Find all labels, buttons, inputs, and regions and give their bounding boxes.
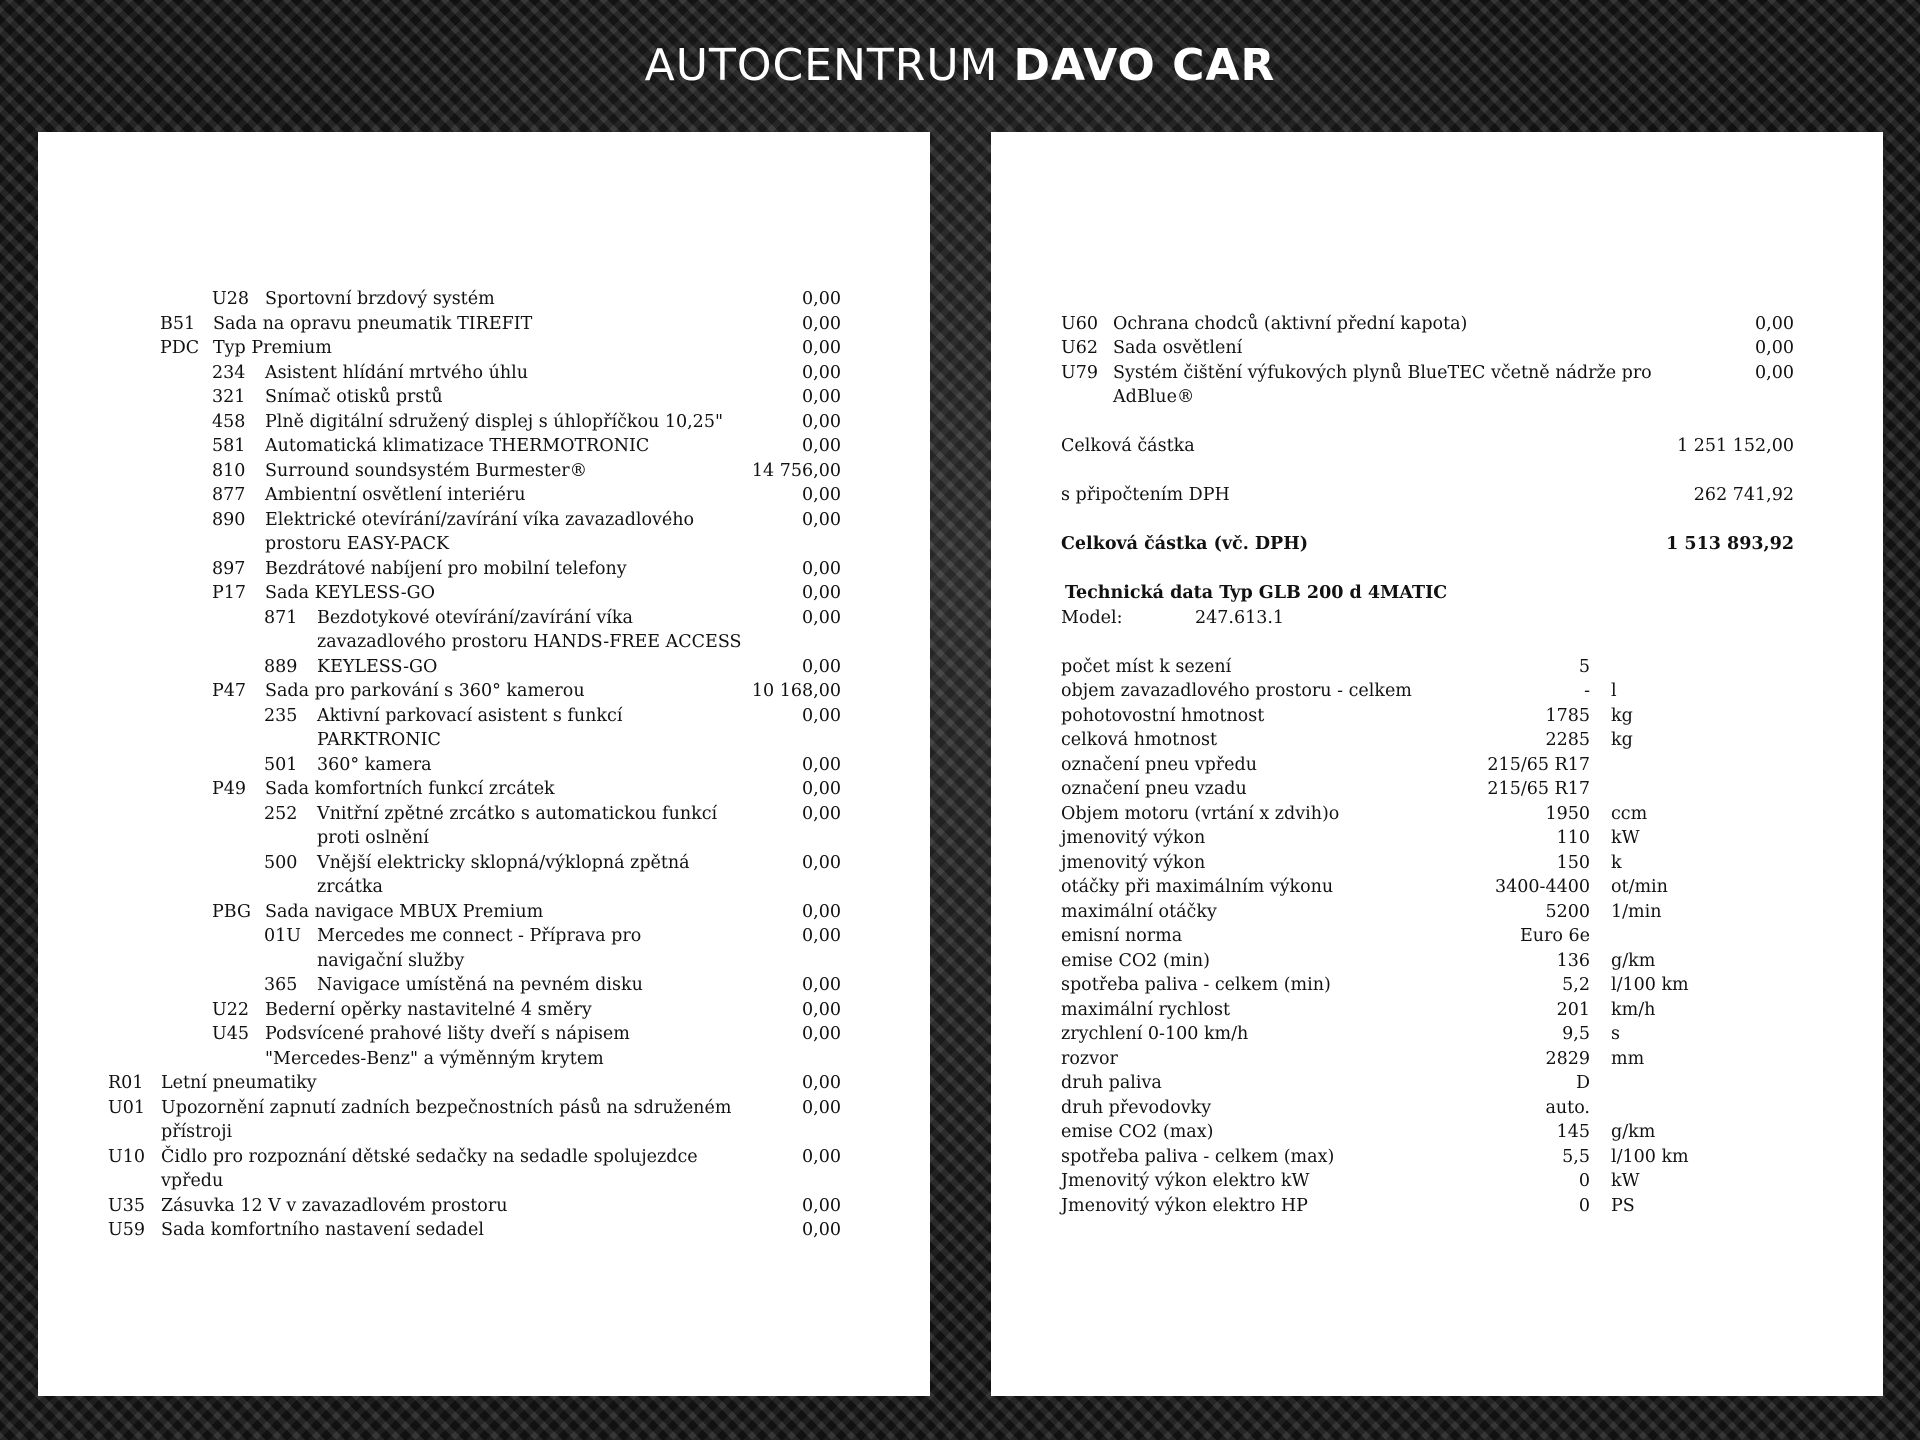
spec-label: emisní norma: [1061, 926, 1183, 946]
option-code: U45: [212, 1024, 250, 1044]
spec-label: maximální otáčky: [1061, 902, 1217, 922]
option-description: Elektrické otevírání/zavírání víka zavazadlového: [265, 510, 695, 530]
spec-value: D: [1575, 1073, 1590, 1093]
spec-row: [991, 949, 1883, 973]
option-price: 0,00: [802, 510, 841, 530]
option-code: 234: [212, 363, 246, 383]
option-description: KEYLESS-GO: [317, 657, 438, 677]
spec-label: maximální rychlost: [1061, 1000, 1231, 1020]
option-description: vpředu: [161, 1171, 224, 1191]
option-row: [38, 1194, 930, 1218]
option-price: 0,00: [802, 853, 841, 873]
option-price: 0,00: [802, 926, 841, 946]
spec-row: [991, 1120, 1883, 1144]
option-price: 0,00: [802, 1147, 841, 1167]
spec-unit: l/100 km: [1611, 1147, 1689, 1167]
spec-label: otáčky při maximálním výkonu: [1061, 877, 1334, 897]
option-row: [38, 336, 930, 360]
option-description: zavazadlového prostoru HANDS-FREE ACCESS: [317, 632, 742, 652]
option-row: [38, 998, 930, 1022]
option-description: Vnější elektricky sklopná/výklopná zpětná: [317, 853, 690, 873]
option-code: 235: [264, 706, 298, 726]
option-code: 01U: [264, 926, 302, 946]
spec-value: 1950: [1545, 804, 1590, 824]
spec-label: celková hmotnost: [1061, 730, 1218, 750]
option-row: [38, 1047, 930, 1071]
option-description: Ochrana chodců (aktivní přední kapota): [1113, 314, 1468, 334]
option-description: navigační služby: [317, 951, 465, 971]
option-code: U59: [108, 1220, 146, 1240]
spec-row: [991, 1169, 1883, 1193]
spec-value: 145: [1556, 1122, 1590, 1142]
total-label: Celková částka (vč. DPH): [1061, 534, 1309, 554]
option-code: 871: [264, 608, 298, 628]
option-code: U22: [212, 1000, 250, 1020]
spec-label: objem zavazadlového prostoru - celkem: [1061, 681, 1412, 701]
option-code: PBG: [212, 902, 251, 922]
option-description: Sada navigace MBUX Premium: [265, 902, 544, 922]
spec-row: [991, 704, 1883, 728]
dealer-title-bold: DAVO CAR: [1013, 40, 1276, 91]
option-description: Surround soundsystém Burmester®: [265, 461, 588, 481]
option-row: [38, 508, 930, 532]
total-value: 1 513 893,92: [1666, 534, 1794, 554]
option-code: U35: [108, 1196, 146, 1216]
spec-row: [991, 802, 1883, 826]
option-code: 890: [212, 510, 246, 530]
total-value: 1 251 152,00: [1677, 436, 1794, 456]
option-description: Sada komfortního nastavení sedadel: [161, 1220, 484, 1240]
spec-row: [991, 851, 1883, 875]
option-price: 0,00: [802, 387, 841, 407]
right-page: [991, 132, 1883, 1396]
spec-value: 3400-4400: [1495, 877, 1590, 897]
spec-unit: 1/min: [1611, 902, 1662, 922]
spec-row: [991, 728, 1883, 752]
option-description: PARKTRONIC: [317, 730, 441, 750]
spec-unit: g/km: [1611, 951, 1656, 971]
option-code: 500: [264, 853, 298, 873]
option-row: [38, 679, 930, 703]
option-row: [38, 287, 930, 311]
option-row: [38, 973, 930, 997]
option-price: 0,00: [802, 755, 841, 775]
option-price: 0,00: [802, 657, 841, 677]
option-code: 365: [264, 975, 298, 995]
spec-label: počet míst k sezení: [1061, 657, 1232, 677]
option-description: Sada KEYLESS-GO: [265, 583, 435, 603]
total-value: 262 741,92: [1693, 485, 1794, 505]
spec-value: 215/65 R17: [1487, 755, 1590, 775]
spec-label: druh paliva: [1061, 1073, 1162, 1093]
spec-unit: PS: [1611, 1196, 1635, 1216]
option-description: Navigace umístěná na pevném disku: [317, 975, 643, 995]
option-description: Ambientní osvětlení interiéru: [265, 485, 526, 505]
option-row: [991, 312, 1883, 336]
option-price: 0,00: [1755, 363, 1794, 383]
option-price: 0,00: [802, 1000, 841, 1020]
option-row: [991, 361, 1883, 385]
option-price: 0,00: [802, 363, 841, 383]
option-price: 0,00: [802, 1220, 841, 1240]
option-row: [38, 802, 930, 826]
spec-label: emise CO2 (max): [1061, 1122, 1214, 1142]
option-row: [38, 410, 930, 434]
option-row: [38, 385, 930, 409]
option-code: 252: [264, 804, 298, 824]
spec-row: [991, 924, 1883, 948]
spec-value: 2829: [1545, 1049, 1590, 1069]
spec-unit: kg: [1611, 730, 1633, 750]
option-description: Asistent hlídání mrtvého úhlu: [265, 363, 528, 383]
option-row: [991, 385, 1883, 409]
spec-row: [991, 900, 1883, 924]
spec-row: [991, 1194, 1883, 1218]
spec-row: [991, 655, 1883, 679]
spec-label: Jmenovitý výkon elektro HP: [1061, 1196, 1308, 1216]
option-row: [38, 630, 930, 654]
option-description: proti oslnění: [317, 828, 429, 848]
option-row: [38, 483, 930, 507]
option-price: 0,00: [802, 1196, 841, 1216]
spec-label: pohotovostní hmotnost: [1061, 706, 1265, 726]
spec-unit: ot/min: [1611, 877, 1668, 897]
spec-value: 201: [1556, 1000, 1590, 1020]
option-price: 0,00: [802, 1024, 841, 1044]
total-row: [991, 483, 1883, 507]
option-description: zrcátka: [317, 877, 383, 897]
spec-value: 110: [1556, 828, 1590, 848]
spec-label: druh převodovky: [1061, 1098, 1212, 1118]
spec-label: emise CO2 (min): [1061, 951, 1210, 971]
option-price: 0,00: [802, 1073, 841, 1093]
left-page: [38, 132, 930, 1396]
option-description: AdBlue®: [1113, 387, 1195, 407]
option-row: [38, 851, 930, 875]
spec-value: 5200: [1545, 902, 1590, 922]
spec-value: 5,5: [1562, 1147, 1590, 1167]
option-code: 321: [212, 387, 246, 407]
option-price: 0,00: [802, 583, 841, 603]
option-code: 810: [212, 461, 246, 481]
option-description: prostoru EASY-PACK: [265, 534, 450, 554]
option-price: 0,00: [802, 314, 841, 334]
option-description: "Mercedes-Benz" a výměnným krytem: [265, 1049, 604, 1069]
option-row: [38, 826, 930, 850]
spec-unit: mm: [1611, 1049, 1645, 1069]
option-description: Vnitřní zpětné zrcátko s automatickou funkcí: [317, 804, 718, 824]
spec-unit: k: [1611, 853, 1622, 873]
option-price: 0,00: [802, 436, 841, 456]
option-row: [38, 704, 930, 728]
option-price: 0,00: [802, 338, 841, 358]
dealer-title-light: AUTOCENTRUM: [644, 40, 999, 91]
option-description: Čidlo pro rozpoznání dětské sedačky na sedadle spolujezdce: [161, 1147, 698, 1167]
option-row: [38, 728, 930, 752]
option-row: [38, 1096, 930, 1120]
option-description: Podsvícené prahové lišty dveří s nápisem: [265, 1024, 630, 1044]
option-row: [38, 949, 930, 973]
option-code: U01: [108, 1098, 146, 1118]
option-row: [38, 1169, 930, 1193]
option-price: 0,00: [802, 804, 841, 824]
total-row: [991, 434, 1883, 458]
option-row: [38, 434, 930, 458]
spec-value: 215/65 R17: [1487, 779, 1590, 799]
option-description: Snímač otisků prstů: [265, 387, 443, 407]
spec-row: [991, 826, 1883, 850]
spec-unit: l: [1611, 681, 1617, 701]
option-code: P47: [212, 681, 247, 701]
spec-value: Euro 6e: [1520, 926, 1590, 946]
option-row: [38, 900, 930, 924]
tech-data-title: [991, 581, 1883, 605]
spec-value: 1785: [1545, 706, 1590, 726]
option-description: Sada osvětlení: [1113, 338, 1243, 358]
spec-row: [991, 777, 1883, 801]
option-price: 0,00: [802, 779, 841, 799]
option-row: [38, 1071, 930, 1095]
spec-row: [991, 1022, 1883, 1046]
spec-value: 2285: [1545, 730, 1590, 750]
spec-label: jmenovitý výkon: [1061, 828, 1206, 848]
spec-value: 136: [1556, 951, 1590, 971]
spec-value: 5,2: [1562, 975, 1590, 995]
option-price: 10 168,00: [751, 681, 841, 701]
spec-row: [991, 1071, 1883, 1095]
option-price: 0,00: [802, 975, 841, 995]
option-description: Sada komfortních funkcí zrcátek: [265, 779, 555, 799]
option-code: 889: [264, 657, 298, 677]
option-description: Zásuvka 12 V v zavazadlovém prostoru: [161, 1196, 508, 1216]
spec-row: [991, 973, 1883, 997]
option-description: 360° kamera: [317, 755, 432, 775]
spec-unit: kW: [1611, 1171, 1640, 1191]
option-code: 897: [212, 559, 246, 579]
model-value: 247.613.1: [1195, 608, 1285, 628]
option-row: [38, 1145, 930, 1169]
option-price: 0,00: [1755, 338, 1794, 358]
option-row: [38, 655, 930, 679]
spec-label: označení pneu vzadu: [1061, 779, 1247, 799]
option-price: 0,00: [802, 559, 841, 579]
spec-row: [991, 753, 1883, 777]
option-code: P17: [212, 583, 247, 603]
option-description: Sportovní brzdový systém: [265, 289, 495, 309]
spec-unit: s: [1611, 1024, 1620, 1044]
spec-label: Objem motoru (vrtání x zdvih)o: [1061, 804, 1340, 824]
option-code: R01: [108, 1073, 144, 1093]
option-row: [38, 581, 930, 605]
option-description: Sada na opravu pneumatik TIREFIT: [213, 314, 533, 334]
option-row: [38, 1218, 930, 1242]
spec-unit: g/km: [1611, 1122, 1656, 1142]
spec-value: 5: [1578, 657, 1590, 677]
option-row: [38, 777, 930, 801]
option-row: [991, 336, 1883, 360]
spec-row: [991, 875, 1883, 899]
spec-unit: kW: [1611, 828, 1640, 848]
spec-value: 9,5: [1562, 1024, 1590, 1044]
spec-unit: l/100 km: [1611, 975, 1689, 995]
option-row: [38, 361, 930, 385]
option-price: 0,00: [802, 608, 841, 628]
total-label: s připočtením DPH: [1061, 485, 1230, 505]
option-row: [38, 532, 930, 556]
spec-row: [991, 998, 1883, 1022]
spec-value: -: [1584, 681, 1590, 701]
option-description: Aktivní parkovací asistent s funkcí: [317, 706, 623, 726]
spec-unit: kg: [1611, 706, 1633, 726]
option-description: Letní pneumatiky: [161, 1073, 317, 1093]
spec-label: jmenovitý výkon: [1061, 853, 1206, 873]
spec-unit: ccm: [1611, 804, 1648, 824]
option-code: U60: [1061, 314, 1099, 334]
option-price: 0,00: [802, 902, 841, 922]
spec-unit: km/h: [1611, 1000, 1656, 1020]
option-code: 458: [212, 412, 246, 432]
option-row: [38, 1120, 930, 1144]
option-price: 0,00: [802, 485, 841, 505]
option-row: [38, 459, 930, 483]
option-code: 877: [212, 485, 246, 505]
spec-label: zrychlení 0-100 km/h: [1061, 1024, 1249, 1044]
option-price: 0,00: [1755, 314, 1794, 334]
option-row: [38, 606, 930, 630]
spec-label: spotřeba paliva - celkem (min): [1061, 975, 1331, 995]
spec-row: [991, 1047, 1883, 1071]
spec-row: [991, 679, 1883, 703]
option-row: [38, 312, 930, 336]
option-price: 0,00: [802, 706, 841, 726]
spec-label: označení pneu vpředu: [1061, 755, 1257, 775]
option-code: P49: [212, 779, 247, 799]
option-price: 0,00: [802, 412, 841, 432]
model-label: Model:: [1061, 608, 1123, 628]
option-price: 14 756,00: [751, 461, 841, 481]
spec-value: auto.: [1545, 1098, 1590, 1118]
spec-value: 0: [1578, 1171, 1590, 1191]
spec-label: spotřeba paliva - celkem (max): [1061, 1147, 1335, 1167]
option-price: 0,00: [802, 1098, 841, 1118]
option-description: Bezdotykové otevírání/zavírání víka: [317, 608, 633, 628]
option-description: Bezdrátové nabíjení pro mobilní telefony: [265, 559, 627, 579]
option-code: 501: [264, 755, 298, 775]
option-code: PDC: [160, 338, 200, 358]
option-code: B51: [160, 314, 196, 334]
model-row: [991, 606, 1883, 630]
option-code: U28: [212, 289, 250, 309]
tech-data-title-text: Technická data Typ GLB 200 d 4MATIC: [1065, 583, 1448, 603]
dealer-title: [0, 36, 1920, 96]
option-row: [38, 557, 930, 581]
option-description: Typ Premium: [213, 338, 332, 358]
option-description: Upozornění zapnutí zadních bezpečnostních pásů na sdruženém: [161, 1098, 732, 1118]
spec-row: [991, 1145, 1883, 1169]
option-code: 581: [212, 436, 246, 456]
option-description: Bederní opěrky nastavitelné 4 směry: [265, 1000, 592, 1020]
option-code: U79: [1061, 363, 1099, 383]
option-description: Automatická klimatizace THERMOTRONIC: [265, 436, 650, 456]
total-label: Celková částka: [1061, 436, 1195, 456]
total-row: [991, 532, 1883, 556]
option-description: Mercedes me connect - Příprava pro: [317, 926, 642, 946]
option-description: Sada pro parkování s 360° kamerou: [265, 681, 585, 701]
option-description: Systém čištění výfukových plynů BlueTEC včetně nádrže pro: [1113, 363, 1652, 383]
spec-label: Jmenovitý výkon elektro kW: [1061, 1171, 1310, 1191]
option-description: Plně digitální sdružený displej s úhlopříčkou 10,25": [265, 412, 723, 432]
spec-value: 0: [1578, 1196, 1590, 1216]
option-price: 0,00: [802, 289, 841, 309]
spec-value: 150: [1556, 853, 1590, 873]
option-row: [38, 753, 930, 777]
spec-label: rozvor: [1061, 1049, 1118, 1069]
option-code: U62: [1061, 338, 1099, 358]
spec-row: [991, 1096, 1883, 1120]
option-code: U10: [108, 1147, 146, 1167]
option-row: [38, 875, 930, 899]
option-row: [38, 924, 930, 948]
option-row: [38, 1022, 930, 1046]
option-description: přístroji: [161, 1122, 233, 1142]
